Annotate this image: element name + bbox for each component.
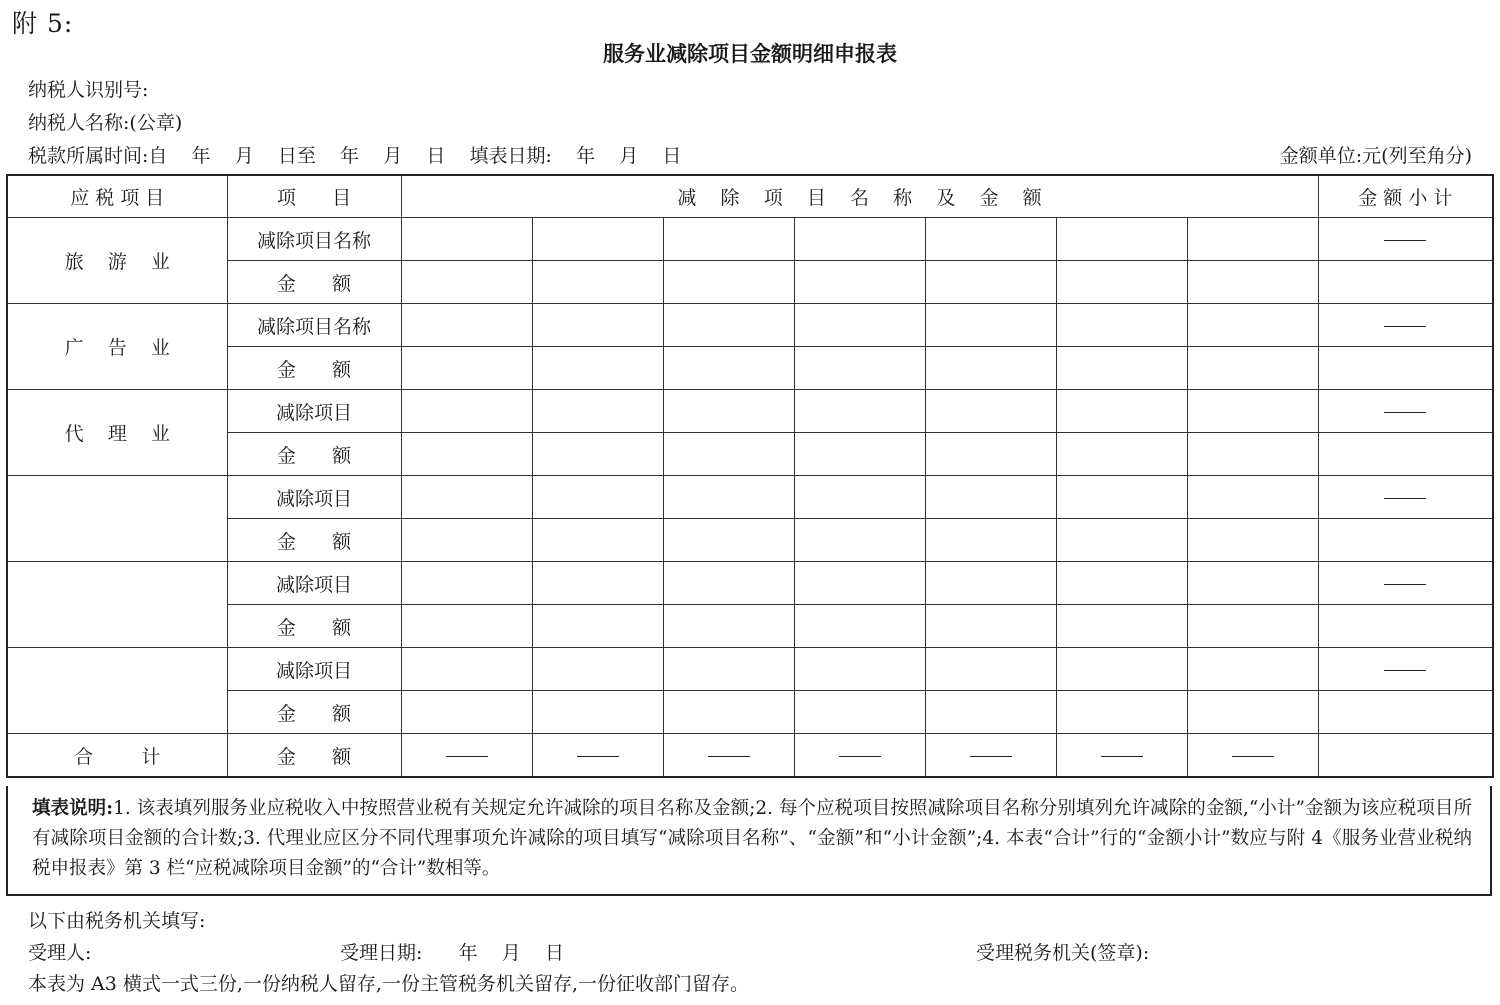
deduction-amount-cell[interactable]	[1187, 347, 1318, 390]
table-row	[7, 476, 1493, 519]
deduction-amount-cell[interactable]	[663, 261, 794, 304]
total-dash-cell	[401, 734, 532, 778]
deduction-name-cell[interactable]	[401, 562, 532, 605]
deduction-amount-cell[interactable]	[794, 519, 925, 562]
deduction-name-cell[interactable]	[401, 218, 532, 261]
table-row	[7, 519, 1493, 562]
dash-mark	[1232, 756, 1274, 757]
deduction-amount-cell[interactable]	[925, 691, 1056, 734]
copies-note: 本表为 A3 横式一式三份,一份纳税人留存,一份主管税务机关留存,一份征收部门留存。	[28, 973, 750, 995]
deduction-amount-cell[interactable]	[401, 347, 532, 390]
total-label: 合 计	[7, 734, 227, 778]
deduction-amount-cell[interactable]	[401, 261, 532, 304]
subtotal-cell	[1318, 218, 1493, 261]
deduction-name-cell[interactable]	[1056, 304, 1187, 347]
deduction-name-cell[interactable]	[794, 648, 925, 691]
deduction-name-cell[interactable]	[794, 390, 925, 433]
deduction-name-cell[interactable]	[925, 476, 1056, 519]
deduction-name-cell[interactable]	[1187, 648, 1318, 691]
deduction-amount-cell[interactable]	[401, 691, 532, 734]
dash-mark	[839, 756, 881, 757]
dash-mark	[1384, 412, 1426, 413]
table-row	[7, 433, 1493, 476]
subtotal-amount-cell[interactable]	[1318, 691, 1493, 734]
subtotal-cell	[1318, 304, 1493, 347]
table-row	[7, 347, 1493, 390]
deduction-amount-cell[interactable]	[532, 347, 663, 390]
table-row	[7, 562, 1493, 605]
deduction-amount-cell[interactable]	[1056, 605, 1187, 648]
deduction-name-cell[interactable]	[794, 218, 925, 261]
subtotal-amount-cell[interactable]	[1318, 605, 1493, 648]
deduction-name-cell[interactable]	[401, 648, 532, 691]
deduction-amount-cell[interactable]	[794, 433, 925, 476]
total-dash-cell	[794, 734, 925, 778]
deduction-amount-cell[interactable]	[925, 605, 1056, 648]
deduction-amount-cell[interactable]	[794, 347, 925, 390]
dash-mark	[970, 756, 1012, 757]
taxable-item-cell: 广 告 业	[7, 304, 227, 390]
deduction-name-cell[interactable]	[1187, 218, 1318, 261]
receive-date-label: 受理日期: 年 月 日	[340, 942, 564, 964]
deduction-amount-cell[interactable]	[1187, 605, 1318, 648]
subtotal-amount-cell[interactable]	[1318, 519, 1493, 562]
deduction-amount-cell[interactable]	[1056, 261, 1187, 304]
header-item: 项 目	[227, 175, 401, 218]
deduction-name-cell[interactable]	[663, 218, 794, 261]
deduction-name-cell[interactable]	[925, 562, 1056, 605]
header-deduction-names-amounts: 减 除 项 目 名 称 及 金 额	[401, 175, 1318, 218]
table-row	[7, 691, 1493, 734]
dash-mark	[1384, 326, 1426, 327]
deduction-name-cell[interactable]	[925, 390, 1056, 433]
deduction-amount-cell[interactable]	[532, 433, 663, 476]
deduction-name-cell[interactable]	[1056, 648, 1187, 691]
dash-mark	[1384, 498, 1426, 499]
deduction-name-cell[interactable]	[1187, 476, 1318, 519]
deduction-amount-cell[interactable]	[794, 605, 925, 648]
deduction-name-cell[interactable]	[401, 304, 532, 347]
deduction-amount-cell[interactable]	[1056, 433, 1187, 476]
amount-label: 金 额	[227, 347, 401, 390]
dash-mark	[577, 756, 619, 757]
deduction-amount-cell[interactable]	[663, 605, 794, 648]
deduction-name-cell[interactable]	[532, 304, 663, 347]
subtotal-cell	[1318, 390, 1493, 433]
deduction-name-cell[interactable]	[532, 562, 663, 605]
total-subtotal-cell[interactable]	[1318, 734, 1493, 778]
deduction-amount-cell[interactable]	[663, 433, 794, 476]
deduction-amount-cell[interactable]	[532, 605, 663, 648]
deduction-name-cell[interactable]	[794, 476, 925, 519]
header-taxable-item: 应 税 项 目	[7, 175, 227, 218]
deduction-name-label: 减除项目	[227, 648, 401, 691]
deduction-name-label: 减除项目	[227, 562, 401, 605]
subtotal-cell	[1318, 476, 1493, 519]
deduction-amount-cell[interactable]	[925, 519, 1056, 562]
deduction-amount-cell[interactable]	[401, 433, 532, 476]
taxable-item-cell	[7, 562, 227, 648]
deduction-amount-cell[interactable]	[1187, 261, 1318, 304]
filling-instructions	[6, 786, 1492, 896]
total-dash-cell	[1056, 734, 1187, 778]
deduction-name-cell[interactable]	[401, 476, 532, 519]
deduction-amount-cell[interactable]	[925, 347, 1056, 390]
deduction-amount-cell[interactable]	[1056, 691, 1187, 734]
taxable-item-cell	[7, 476, 227, 562]
table-row	[7, 648, 1493, 691]
amount-label: 金 额	[227, 691, 401, 734]
deduction-name-cell[interactable]	[925, 304, 1056, 347]
deduction-name-label: 减除项目名称	[227, 304, 401, 347]
deduction-amount-cell[interactable]	[925, 261, 1056, 304]
deduction-name-cell[interactable]	[1187, 304, 1318, 347]
deduction-amount-cell[interactable]	[1187, 519, 1318, 562]
taxable-item-cell: 旅 游 业	[7, 218, 227, 304]
deduction-name-cell[interactable]	[1187, 390, 1318, 433]
form-title: 服务业减除项目金额明细申报表	[603, 42, 897, 66]
deduction-name-cell[interactable]	[663, 476, 794, 519]
taxpayer-name-label: 纳税人名称:(公章)	[28, 112, 183, 134]
taxpayer-id-label: 纳税人识别号:	[28, 79, 149, 101]
deduction-amount-cell[interactable]	[401, 605, 532, 648]
attachment-label: 附 5:	[12, 9, 74, 38]
table-row	[7, 605, 1493, 648]
amount-label: 金 额	[227, 605, 401, 648]
table-row	[7, 218, 1493, 261]
table-row	[7, 390, 1493, 433]
total-amount-label: 金 额	[227, 734, 401, 778]
taxable-item-cell: 代 理 业	[7, 390, 227, 476]
deduction-name-cell[interactable]	[663, 390, 794, 433]
deduction-amount-cell[interactable]	[663, 347, 794, 390]
deduction-name-cell[interactable]	[532, 476, 663, 519]
deduction-amount-cell[interactable]	[532, 519, 663, 562]
deduction-name-cell[interactable]	[1056, 476, 1187, 519]
subtotal-amount-cell[interactable]	[1318, 347, 1493, 390]
dash-mark	[1384, 584, 1426, 585]
deduction-amount-cell[interactable]	[663, 691, 794, 734]
deduction-name-label: 减除项目	[227, 390, 401, 433]
deduction-name-cell[interactable]	[532, 218, 663, 261]
deduction-amount-cell[interactable]	[1056, 347, 1187, 390]
instructions-label: 填表说明:	[32, 798, 114, 819]
deduction-name-cell[interactable]	[1056, 390, 1187, 433]
tax-office-seal-label: 受理税务机关(签章):	[976, 942, 1150, 964]
deduction-name-cell[interactable]	[532, 390, 663, 433]
deduction-name-cell[interactable]	[925, 218, 1056, 261]
deduction-detail-table	[6, 174, 1494, 778]
tax-office-fill-label: 以下由税务机关填写:	[28, 910, 206, 932]
subtotal-cell	[1318, 648, 1493, 691]
deduction-amount-cell[interactable]	[532, 691, 663, 734]
deduction-amount-cell[interactable]	[532, 261, 663, 304]
deduction-name-cell[interactable]	[663, 562, 794, 605]
subtotal-cell	[1318, 562, 1493, 605]
subtotal-amount-cell[interactable]	[1318, 261, 1493, 304]
total-dash-cell	[532, 734, 663, 778]
dash-mark	[708, 756, 750, 757]
deduction-name-cell[interactable]	[1187, 562, 1318, 605]
tax-period-line: 税款所属时间:自 年 月 日至 年 月 日 填表日期: 年 月 日	[28, 145, 682, 167]
deduction-name-cell[interactable]	[925, 648, 1056, 691]
deduction-amount-cell[interactable]	[401, 519, 532, 562]
receiver-label: 受理人:	[28, 942, 92, 964]
deduction-amount-cell[interactable]	[925, 433, 1056, 476]
deduction-name-cell[interactable]	[794, 304, 925, 347]
total-dash-cell	[1187, 734, 1318, 778]
total-dash-cell	[663, 734, 794, 778]
deduction-name-cell[interactable]	[1056, 218, 1187, 261]
dash-mark	[1384, 240, 1426, 241]
total-dash-cell	[925, 734, 1056, 778]
deduction-amount-cell[interactable]	[1187, 691, 1318, 734]
total-row	[7, 734, 1493, 778]
table-row	[7, 261, 1493, 304]
dash-mark	[1101, 756, 1143, 757]
deduction-name-label: 减除项目	[227, 476, 401, 519]
deduction-name-label: 减除项目名称	[227, 218, 401, 261]
amount-label: 金 额	[227, 433, 401, 476]
deduction-amount-cell[interactable]	[794, 261, 925, 304]
deduction-amount-cell[interactable]	[663, 519, 794, 562]
amount-unit-label: 金额单位:元(列至角分)	[1279, 145, 1472, 167]
amount-label: 金 额	[227, 261, 401, 304]
deduction-amount-cell[interactable]	[1187, 433, 1318, 476]
deduction-name-cell[interactable]	[663, 648, 794, 691]
header-subtotal: 金 额 小 计	[1318, 175, 1493, 218]
dash-mark	[446, 756, 488, 757]
deduction-name-cell[interactable]	[1056, 562, 1187, 605]
deduction-name-cell[interactable]	[401, 390, 532, 433]
subtotal-amount-cell[interactable]	[1318, 433, 1493, 476]
deduction-name-cell[interactable]	[663, 304, 794, 347]
table-header-row	[7, 175, 1493, 218]
deduction-name-cell[interactable]	[532, 648, 663, 691]
deduction-amount-cell[interactable]	[1056, 519, 1187, 562]
dash-mark	[1384, 670, 1426, 671]
taxable-item-cell	[7, 648, 227, 734]
deduction-name-cell[interactable]	[794, 562, 925, 605]
amount-label: 金 额	[227, 519, 401, 562]
table-row	[7, 304, 1493, 347]
deduction-amount-cell[interactable]	[794, 691, 925, 734]
instructions-text: 1. 该表填列服务业应税收入中按照营业税有关规定允许减除的项目名称及金额;2. 每个应税项目按照减除项目名称分别填列允许减除的金额,“小计”金额为该应税项目所有减除项目金额的合计数;3. 代理业应区分不同代理事项允许减除的项目填写“减除项目名称”、“金额”和“小计金额”;4. 本表“合计”行的“金额小计”数应与附 4《服务业营业税纳税申报表》第 3 栏“应税减除项目金额”的“合计”数相等。	[32, 798, 1472, 879]
